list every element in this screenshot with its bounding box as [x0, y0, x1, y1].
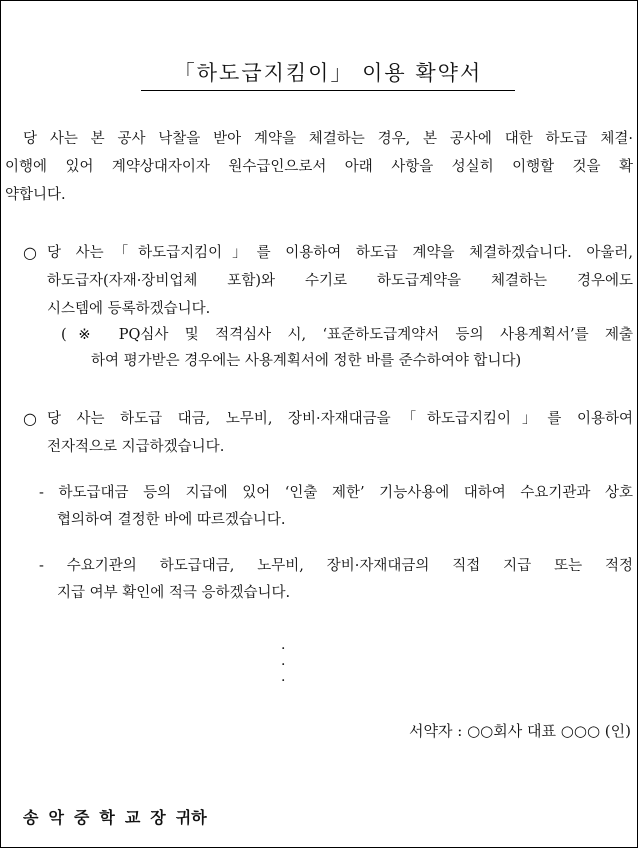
item1-note-line-1: (※ PQ심사 및 적격심사 시, ‘표준하도급계약서 등의 사용계획서’를 제출 — [61, 327, 633, 343]
ellipsis-dots: · · · — [281, 641, 320, 689]
item1-line-1: 당 사는「하도급지킴이」를 이용하여 하도급 계약을 체결하겠습니다. 아울러, — [47, 245, 633, 261]
item1-line-3: 시스템에 등록하겠습니다. — [47, 301, 211, 317]
item2-sub2-line-1: - 수요기관의 하도급대금, 노무비, 장비·자재대금의 직접 지급 또는 적정 — [39, 558, 633, 574]
item2-sub1-line-1: - 하도급대금 등의 지급에 있어 ‘인출 제한’ 기능사용에 대하여 수요기관과 상호 — [39, 485, 633, 501]
bullet-circle-icon: ○ — [23, 409, 37, 428]
title-underline — [141, 90, 515, 91]
signature-line: 서약자 : ○○회사 대표 ○○○ (인) — [409, 722, 631, 740]
item2-line-1: 당 사는 하도급 대금, 노무비, 장비·자재대금을「하도급지킴이」를 이용하여 — [47, 411, 633, 427]
intro-line-3: 약합니다. — [5, 187, 66, 203]
item2-line-2: 전자적으로 지급하겠습니다. — [47, 439, 225, 455]
bullet-circle-icon: ○ — [23, 243, 37, 262]
addressee-school: 송악중학교장 — [23, 808, 176, 827]
intro-line-1: 당 사는 본 공사 낙찰을 받아 계약을 체결하는 경우, 본 공사에 대한 하도급 체결· — [23, 131, 633, 147]
addressee-suffix: 귀하 — [175, 808, 207, 827]
document-title: 「하도급지킴이」 이용 확약서 — [173, 61, 483, 85]
item1-note-line-2: 하여 평가받은 경우에는 사용계획서에 정한 바를 준수하여야 합니다) — [91, 353, 522, 369]
item2-sub2-line-2: 지급 여부 확인에 적극 응하겠습니다. — [57, 585, 291, 601]
intro-line-2: 이행에 있어 계약상대자이자 원수급인으로서 아래 사항을 성실히 이행할 것을 확 — [5, 159, 633, 175]
item1-line-2: 하도급자(자재·장비업체 포함)와 수기로 하도급계약을 체결하는 경우에도 — [47, 273, 633, 289]
addressee — [23, 805, 207, 828]
item2-sub1-line-2: 협의하여 결정한 바에 따르겠습니다. — [57, 512, 286, 528]
